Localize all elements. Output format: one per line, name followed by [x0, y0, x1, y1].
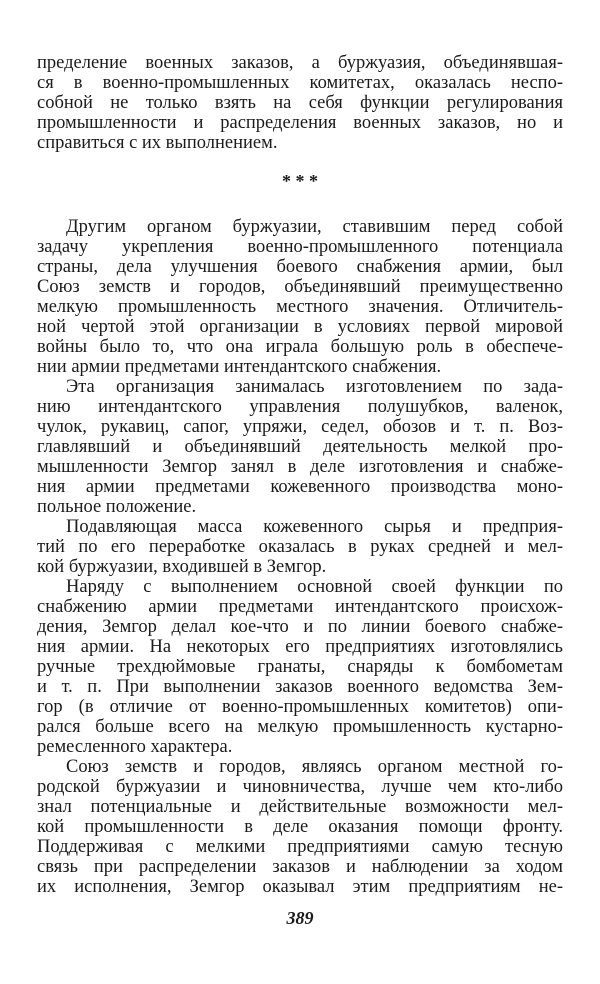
text-line: нии армии предметами интендантского снабжения. — [37, 357, 442, 377]
text-line: мелкую промышленность местного значения. Отличитель- — [37, 297, 563, 317]
text-line: Эта организация занималась изготовлением по зада- — [66, 377, 563, 397]
text-line: ной чертой этой организации в условиях первой мировой — [37, 317, 563, 337]
page-body — [37, 53, 563, 897]
text-line: гор (в отличие от военно-промышленных комитетов) опи- — [37, 697, 563, 717]
paragraphs — [37, 217, 563, 897]
text-line: ручные трехдюймовые гранаты, снаряды к бомбометам — [37, 657, 563, 677]
text-line: знал потенциальные и действительные возможности мел- — [37, 797, 563, 817]
text-line: польное положение. — [37, 497, 197, 517]
text-line: Наряду с выполнением основной своей функции по — [66, 577, 563, 597]
text-line: дения, Земгор делал кое-что и по линии боевого снабже- — [37, 617, 563, 637]
text-line: собной не только взять на себя функции регулирования — [37, 93, 563, 113]
text-line: войны было то, что она играла большую роль в обеспече- — [37, 337, 563, 357]
text-line: тий по его переработке оказалась в руках средней и мел- — [37, 537, 563, 557]
text-line: главлявший и объединявший деятельность мелкой про- — [37, 437, 563, 457]
text-line: Союз земств и городов, объединявший преимущественно — [37, 277, 563, 297]
text-line: пределение военных заказов, а буржуазия, объединявшая- — [37, 53, 563, 73]
text-line: и т. п. При выполнении заказов военного ведомства Зем- — [37, 677, 563, 697]
text-line: ремесленного характера. — [37, 737, 233, 757]
text-line: Союз земств и городов, являясь органом местной го- — [66, 757, 563, 777]
text-line: связь при распределении заказов и наблюдении за ходом — [37, 857, 563, 877]
text-line: родской буржуазии и чиновничества, лучше чем кто-либо — [37, 777, 563, 797]
text-line: задачу укрепления военно-промышленного потенциала — [37, 237, 563, 257]
text-line: снабжению армии предметами интендантского происхож- — [37, 597, 563, 617]
text-line: ся в военно-промышленных комитетах, оказалась неспо- — [37, 73, 563, 93]
text-line: их исполнения, Земгор оказывал этим предприятиям не- — [37, 877, 563, 897]
text-line: нию интендантского управления полушубков, валенок, — [37, 397, 563, 417]
text-line: промышленности и распределения военных заказов, но и — [37, 113, 563, 133]
section-separator — [37, 153, 563, 217]
paragraph-continued — [37, 53, 563, 153]
text-line: ния армии предметами кожевенного производства моно- — [37, 477, 563, 497]
text-line: кой промышленности в деле оказания помощи фронту. — [37, 817, 563, 837]
text-line: Поддерживая с мелкими предприятиями самую тесную — [37, 837, 563, 857]
text-line: ния армии. На некоторых его предприятиях изготовлялись — [37, 637, 563, 657]
text-line: страны, дела улучшения боевого снабжения армии, был — [37, 257, 563, 277]
page-number: 389 — [286, 908, 314, 928]
text-line: мышленности Земгор занял в деле изготовления и снабже- — [37, 457, 563, 477]
text-line: Другим органом буржуазии, ставившим перед собой — [66, 217, 563, 237]
text-line: рался больше всего на мелкую промышленность кустарно- — [37, 717, 563, 737]
text-line: Подавляющая масса кожевенного сырья и предприя- — [66, 517, 563, 537]
asterism: * * * — [282, 171, 318, 191]
text-line: кой буржуазии, входившей в Земгор. — [37, 557, 327, 577]
text-line: чулок, рукавиц, сапог, упряжи, седел, обозов и т. п. Воз- — [37, 417, 563, 437]
text-line: справиться с их выполнением. — [37, 133, 278, 153]
